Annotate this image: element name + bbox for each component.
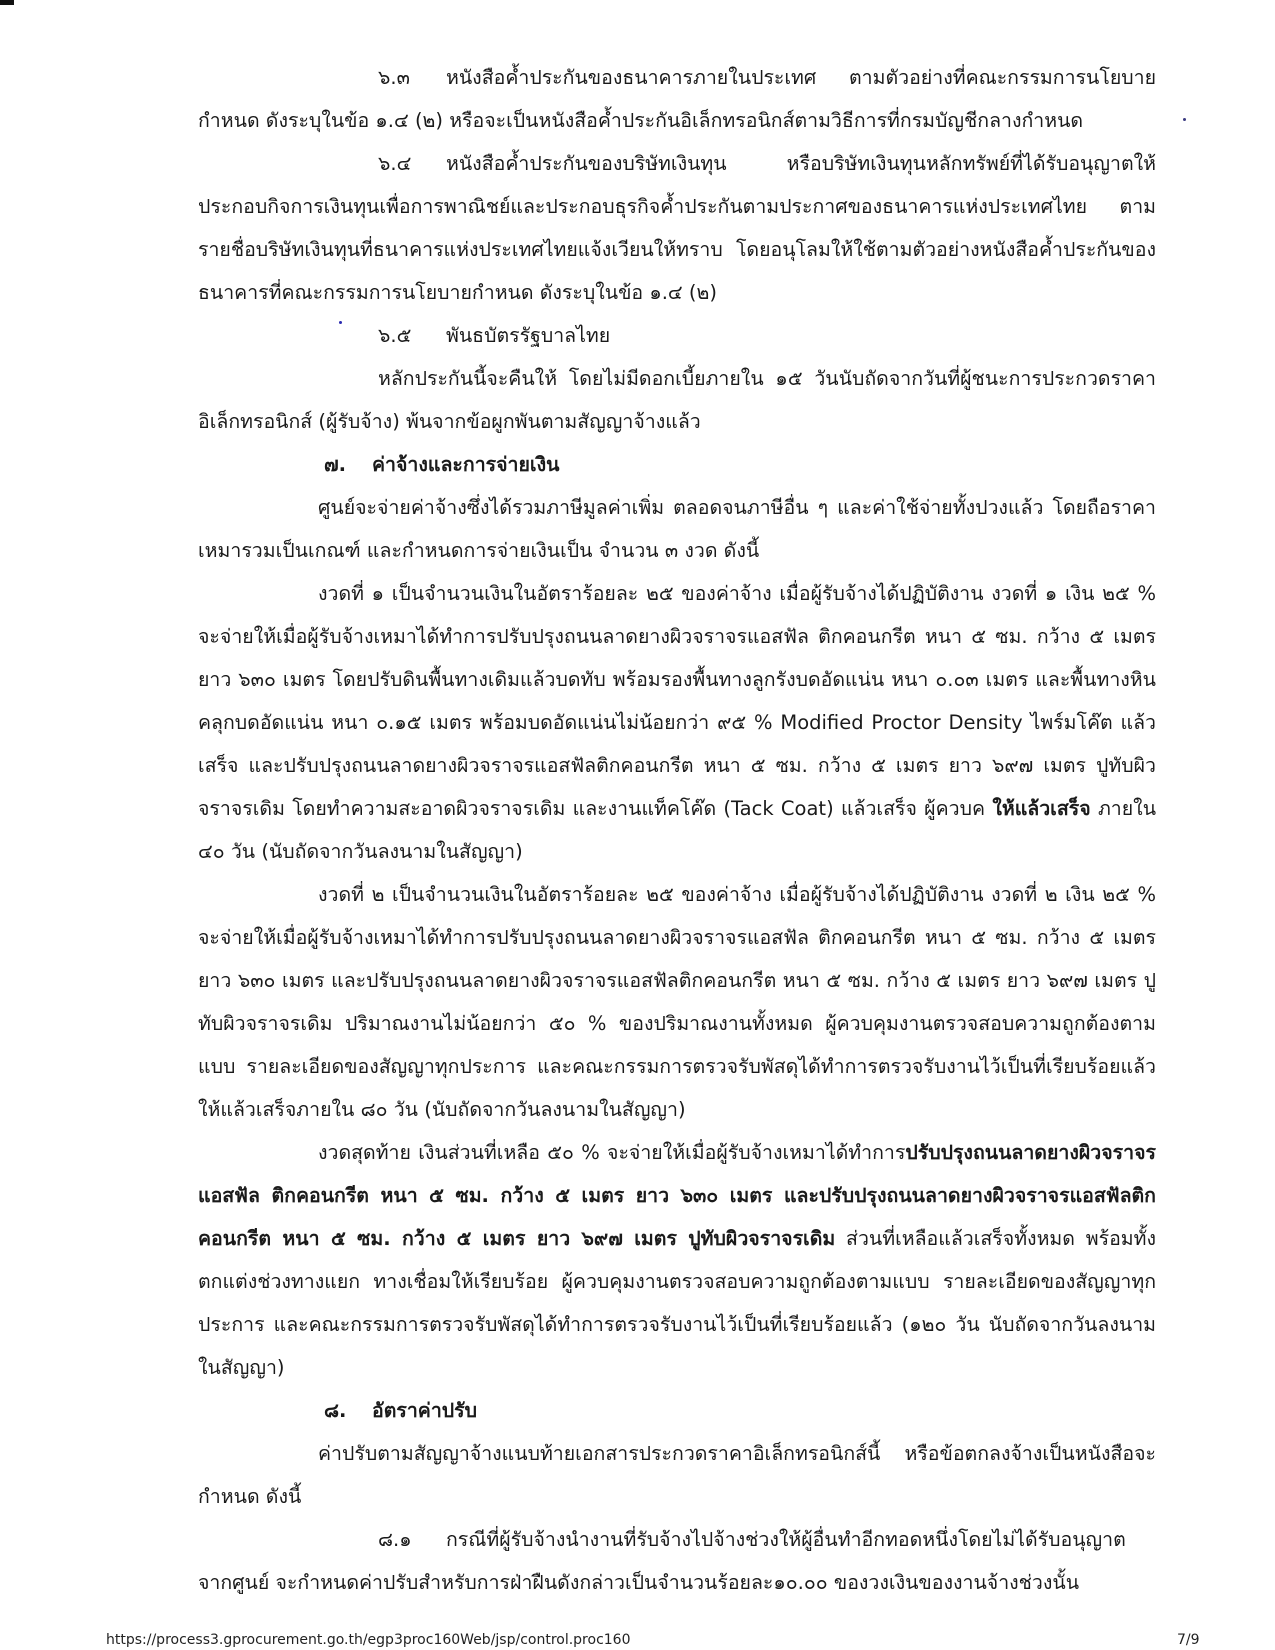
clause-number: ๖.๕ bbox=[378, 324, 412, 347]
section-title: ค่าจ้างและการจ่ายเงิน bbox=[372, 453, 560, 476]
clause-number: ๖.๓ bbox=[378, 66, 410, 89]
paragraph-installment-2: งวดที่ ๒ เป็นจำนวนเงินในอัตราร้อยละ ๒๕ ของค่าจ้าง เมื่อผู้รับจ้างได้ปฏิบัติงาน งวดที่ ๒ เงิน ๒๕ % จะจ่ายให้เมื่อผู้รับจ้างเหมาได้ทำการปรับปรุงถนนลาดยางผิวจราจรแอสฟัล ติกคอนกรีต หนา ๕ ซม. กว้าง ๕ เมตร ยาว ๖๓๐ เมตร และปรับปรุงถนนลาดยางผิวจราจรแอสฟัลติกคอนกรีต หนา ๕ ซม. กว้าง ๕ เมตร ยาว ๖๙๗ เมตร ปูทับผิวจราจรเดิม ปริมาณงานไม่น้อยกว่า ๕๐ % ของปริมาณงานทั้งหมด ผู้ควบคุมงานตรวจสอบความถูกต้องตามแบบ รายละเอียดของสัญญาทุกประการ และคณะกรรมการตรวจรับพัสดุได้ทำการตรวจรับงานไว้เป็นที่เรียบร้อยแล้ว ให้แล้วเสร็จภายใน ๘๐ วัน (นับถัดจากวันลงนามในสัญญา) bbox=[198, 883, 1156, 1121]
scan-corner-mark bbox=[0, 0, 14, 5]
document-body bbox=[198, 56, 1156, 1604]
paragraph-installment-final: งวดสุดท้าย เงินส่วนที่เหลือ ๕๐ % จะจ่ายให้เมื่อผู้รับจ้างเหมาได้ทำการปรับปรุงถนนลาดยางผิวจราจรแอสฟัล ติกคอนกรีต หนา ๕ ซม. กว้าง ๕ เมตร ยาว ๖๓๐ เมตร และปรับปรุงถนนลาดยางผิวจราจรแอสฟัลติกคอนกรีต หนา ๕ ซม. กว้าง ๕ เมตร ยาว ๖๙๗ เมตร ปูทับผิวจราจรเดิม ส่วนที่เหลือแล้วเสร็จทั้งหมด พร้อมทั้งตกแต่งช่วงทางแยก ทางเชื่อมให้เรียบร้อย ผู้ควบคุมงานตรวจสอบความถูกต้องตามแบบ รายละเอียดของสัญญาทุกประการ และคณะกรรมการตรวจรับพัสดุได้ทำการตรวจรับงานไว้เป็นที่เรียบร้อยแล้ว (๑๒๐ วัน นับถัดจากวันลงนามในสัญญา) bbox=[198, 1141, 1157, 1379]
section-number: ๘. bbox=[324, 1399, 347, 1422]
clause-text: พันธบัตรรัฐบาลไทย bbox=[446, 324, 611, 347]
clause-text: กรณีที่ผู้รับจ้างนำงานที่รับจ้างไปจ้างช่วงให้ผู้อื่นทำอีกทอดหนึ่งโดยไม่ได้รับอนุญาตจากศูนย์ จะกำหนดค่าปรับสำหรับการฝ่าฝืนดังกล่าวเป็นจำนวนร้อยละ๑๐.๐๐ ของวงเงินของงานจ้างช่วงนั้น bbox=[198, 1528, 1126, 1594]
paragraph-installment-1: งวดที่ ๑ เป็นจำนวนเงินในอัตราร้อยละ ๒๕ ของค่าจ้าง เมื่อผู้รับจ้างได้ปฏิบัติงาน งวดที่ ๑ เงิน ๒๕ % จะจ่ายให้เมื่อผู้รับจ้างเหมาได้ทำการปรับปรุงถนนลาดยางผิวจราจรแอสฟัล ติกคอนกรีต หนา ๕ ซม. กว้าง ๕ เมตร ยาว ๖๓๐ เมตร โดยปรับดินพื้นทางเดิมแล้วบดทับ พร้อมรองพื้นทางลูกรังบดอัดแน่น หนา ๐.๐๓ เมตร และพื้นทางหินคลุกบดอัดแน่น หนา ๐.๑๕ เมตร พร้อมบดอัดแน่นไม่น้อยกว่า ๙๕ % Modified Proctor Density ไพร์มโค๊ต แล้วเสร็จ และปรับปรุงถนนลาดยางผิวจราจรแอสฟัลติกคอนกรีต หนา ๕ ซม. กว้าง ๕ เมตร ยาว ๖๙๗ เมตร ปูทับผิวจราจรเดิม โดยทำความสะอาดผิวจราจรเดิม และงานแท็คโค๊ด (Tack Coat) แล้วเสร็จ ผู้ควบค ให้แล้วเสร็จ ภายใน ๔๐ วัน (นับถัดจากวันลงนามในสัญญา) bbox=[198, 582, 1157, 863]
scan-speck bbox=[1183, 118, 1186, 121]
section-heading-7 bbox=[198, 443, 1156, 486]
section-title: อัตราค่าปรับ bbox=[372, 1399, 478, 1422]
clause-text: หนังสือค้ำประกันของธนาคารภายในประเทศ ตามตัวอย่างที่คณะกรรมการนโยบายกำหนด ดังระบุในข้อ ๑.๔ (๒) หรือจะเป็นหนังสือค้ำประกันอิเล็กทรอนิกส์ตามวิธีการที่กรมบัญชีกลางกำหนด bbox=[198, 66, 1156, 132]
clause-6-4 bbox=[198, 142, 1156, 314]
paragraph-guarantee-return: หลักประกันนี้จะคืนให้ โดยไม่มีดอกเบี้ยภายใน ๑๕ วันนับถัดจากวันที่ผู้ชนะการประกวดราคาอิเล็กทรอนิกส์ (ผู้รับจ้าง) พ้นจากข้อผูกพันตามสัญญาจ้างแล้ว bbox=[198, 367, 1156, 433]
paragraph-payment-intro: ศูนย์จะจ่ายค่าจ้างซึ่งได้รวมภาษีมูลค่าเพิ่ม ตลอดจนภาษีอื่น ๆ และค่าใช้จ่ายทั้งปวงแล้ว โดยถือราคาเหมารวมเป็นเกณฑ์ และกำหนดการจ่ายเงินเป็น จำนวน ๓ งวด ดังนี้ bbox=[198, 496, 1156, 562]
clause-text: หนังสือค้ำประกันของบริษัทเงินทุน หรือบริษัทเงินทุนหลักทรัพย์ที่ได้รับอนุญาตให้ประกอบกิจการเงินทุนเพื่อการพาณิชย์และประกอบธุรกิจค้ำประกันตามประกาศของธนาคารแห่งประเทศไทย ตามรายชื่อบริษัทเงินทุนที่ธนาคารแห่งประเทศไทยแจ้งเวียนให้ทราบ โดยอนุโลมให้ใช้ตามตัวอย่างหนังสือค้ำประกันของธนาคารที่คณะกรรมการนโยบายกำหนด ดังระบุในข้อ ๑.๔ (๒) bbox=[198, 152, 1156, 304]
page-number: 7/9 bbox=[1177, 1632, 1200, 1648]
clause-number: ๖.๔ bbox=[378, 152, 412, 175]
section-number: ๗. bbox=[324, 453, 347, 476]
paragraph-penalty-intro: ค่าปรับตามสัญญาจ้างแนบท้ายเอกสารประกวดราคาอิเล็กทรอนิกส์นี้ หรือข้อตกลงจ้างเป็นหนังสือจะกำหนด ดังนี้ bbox=[198, 1442, 1156, 1508]
clause-8-1 bbox=[198, 1518, 1156, 1604]
clause-number: ๘.๑ bbox=[378, 1528, 412, 1551]
footer-url: https://process3.gprocurement.go.th/egp3proc160Web/jsp/control.proc160 bbox=[106, 1632, 631, 1648]
section-heading-8 bbox=[198, 1389, 1156, 1432]
clause-6-3 bbox=[198, 56, 1156, 142]
clause-6-5 bbox=[198, 314, 1156, 357]
